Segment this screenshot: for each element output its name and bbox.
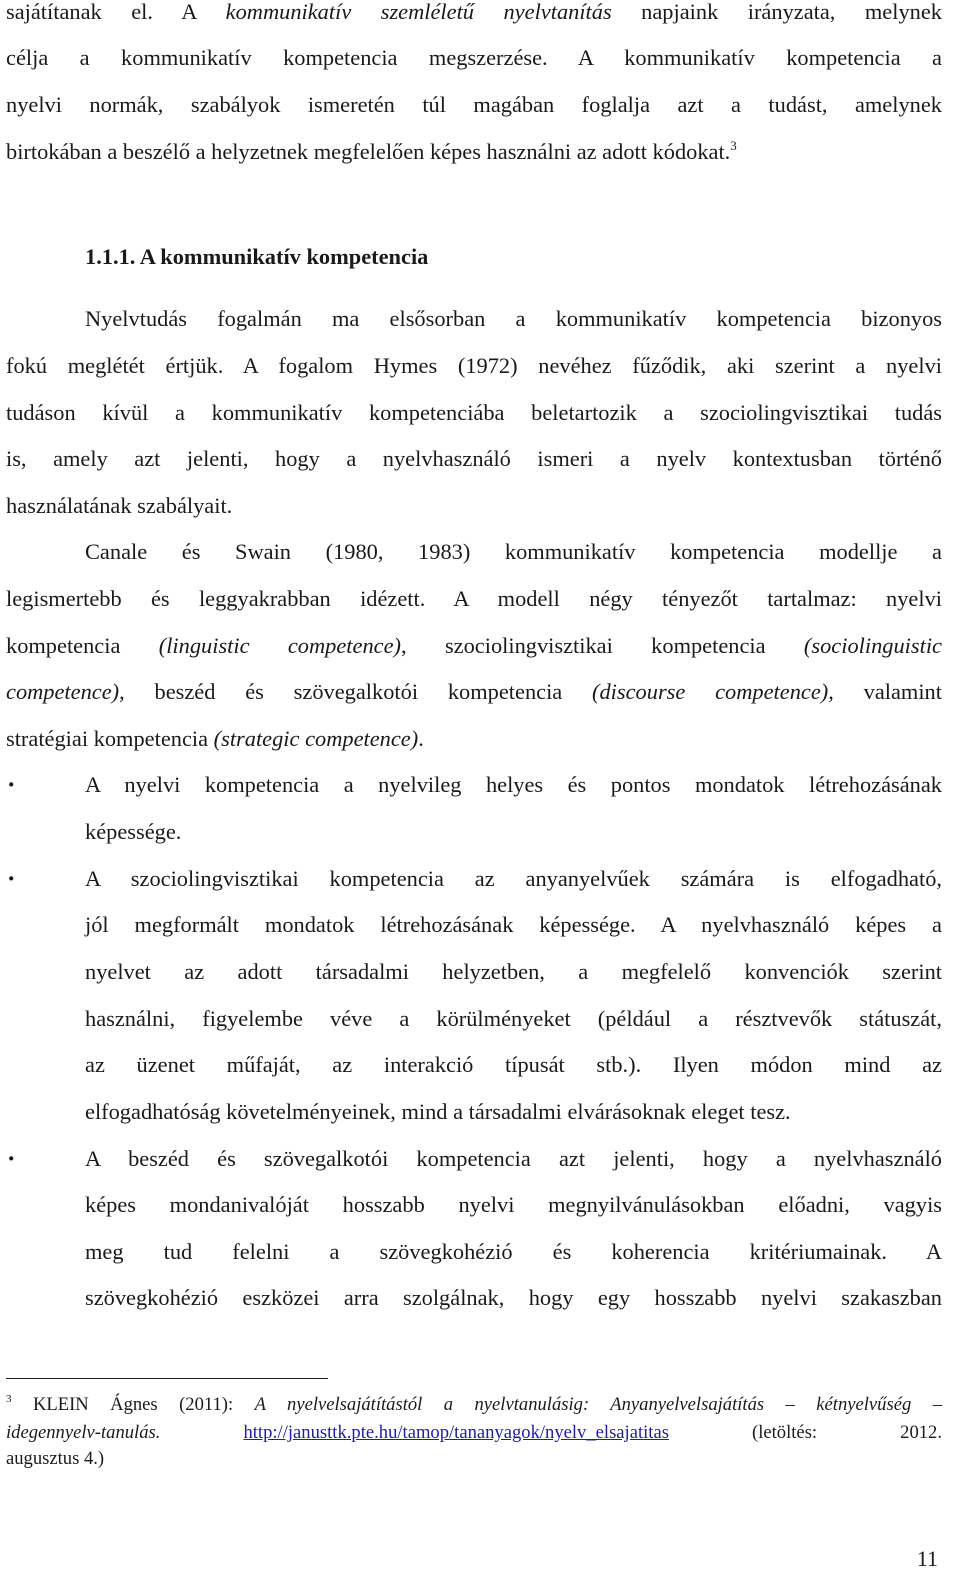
footnote-line: augusztus 4.)	[6, 1448, 105, 1469]
list-item-line: A nyelvi kompetencia a nyelvileg helyes és pontos mondatok létrehozásának	[85, 772, 942, 797]
section-heading: 1.1.1. A kommunikatív kompetencia	[85, 244, 429, 269]
footnote-line: $^3$ KLEIN Ágnes (2011): A nyelvelsajátítástól a nyelvtanulásig: Anyanyelvelsajátítás – kétnyelvűség –	[6, 1393, 942, 1415]
list-item-line: szövegkohézió eszközei arra szolgálnak, hogy egy hosszabb nyelvi szakaszban	[85, 1285, 942, 1310]
bullet-marker: ∙	[8, 770, 15, 799]
list-item-line: az üzenet műfaját, az interakció típusát stb.). Ilyen módon mind az	[85, 1052, 942, 1077]
paragraph-line: nyelvi normák, szabályok ismeretén túl magában foglalja azt a tudást, amelynek	[6, 92, 942, 117]
paragraph-line: használatának szabályait.	[6, 493, 233, 518]
paragraph-line: legismertebb és leggyakrabban idézett. A modell négy tényezőt tartalmaz: nyelvi	[6, 586, 942, 611]
list-item-line: használni, figyelembe véve a körülményeket (például a résztvevők státuszát,	[85, 1006, 942, 1031]
bullet-marker: ∙	[8, 864, 15, 893]
list-item-line: meg tud felelni a szövegkohézió és koherencia kritériumainak. A	[85, 1239, 942, 1264]
paragraph-line: birtokában a beszélő a helyzetnek megfelelően képes használni az adott kódokat.$^3$	[6, 138, 737, 164]
paragraph-line: fokú meglétét értjük. A fogalom Hymes (1972) nevéhez fűződik, aki szerint a nyelvi	[6, 353, 942, 378]
paragraph-line: Canale és Swain (1980, 1983) kommunikatív kompetencia modellje a	[85, 539, 942, 564]
paragraph-line: célja a kommunikatív kompetencia megszerzése. A kommunikatív kompetencia a	[6, 45, 942, 70]
footnote-url-link[interactable]: http://janusttk.pte.hu/tamop/tananyagok/nyelv_elsajatitas	[243, 1422, 669, 1443]
list-item-line: képes mondanivalóját hosszabb nyelvi megnyilvánulásokban előadni, vagyis	[85, 1192, 942, 1217]
paragraph-line: Nyelvtudás fogalmán ma elsősorban a kommunikatív kompetencia bizonyos	[85, 306, 942, 331]
footnote-number: 3	[6, 1393, 12, 1405]
page-number: 11	[916, 1546, 938, 1571]
paragraph-line: is, amely azt jelenti, hogy a nyelvhasználó ismeri a nyelv kontextusban történő	[6, 446, 942, 471]
paragraph-line: sajátítanak el. A kommunikatív szemléletű nyelvtanítás napjaink irányzata, melynek	[6, 0, 942, 24]
paragraph-line: competence), beszéd és szövegalkotói kompetencia (discourse competence), valamint	[6, 679, 942, 704]
paragraph-line: kompetencia (linguistic competence), szociolingvisztikai kompetencia (sociolinguistic	[6, 633, 942, 658]
footnote-line: idegennyelv-tanulás. http://janusttk.pte.hu/tamop/tananyagok/nyelv_elsajatitas (letöltés: 2012.	[6, 1422, 942, 1443]
list-item-line: A beszéd és szövegalkotói kompetencia azt jelenti, hogy a nyelvhasználó	[85, 1146, 942, 1171]
footnote-reference: 3	[730, 138, 737, 153]
paragraph-line: tudáson kívül a kommunikatív kompetenciába beletartozik a szociolingvisztikai tudás	[6, 400, 942, 425]
list-item-line: nyelvet az adott társadalmi helyzetben, a megfelelő konvenciók szerint	[85, 959, 942, 984]
list-item-line: elfogadhatóság követelményeinek, mind a társadalmi elvárásoknak eleget tesz.	[85, 1099, 791, 1124]
list-item-line: képessége.	[85, 819, 182, 844]
footnote-separator	[6, 1378, 328, 1379]
list-item-line: jól megformált mondatok létrehozásának képessége. A nyelvhasználó képes a	[85, 912, 942, 937]
bullet-marker: ∙	[8, 1144, 15, 1173]
paragraph-line: stratégiai kompetencia (strategic competence).	[6, 726, 424, 751]
list-item-line: A szociolingvisztikai kompetencia az anyanyelvűek számára is elfogadható,	[85, 866, 942, 891]
